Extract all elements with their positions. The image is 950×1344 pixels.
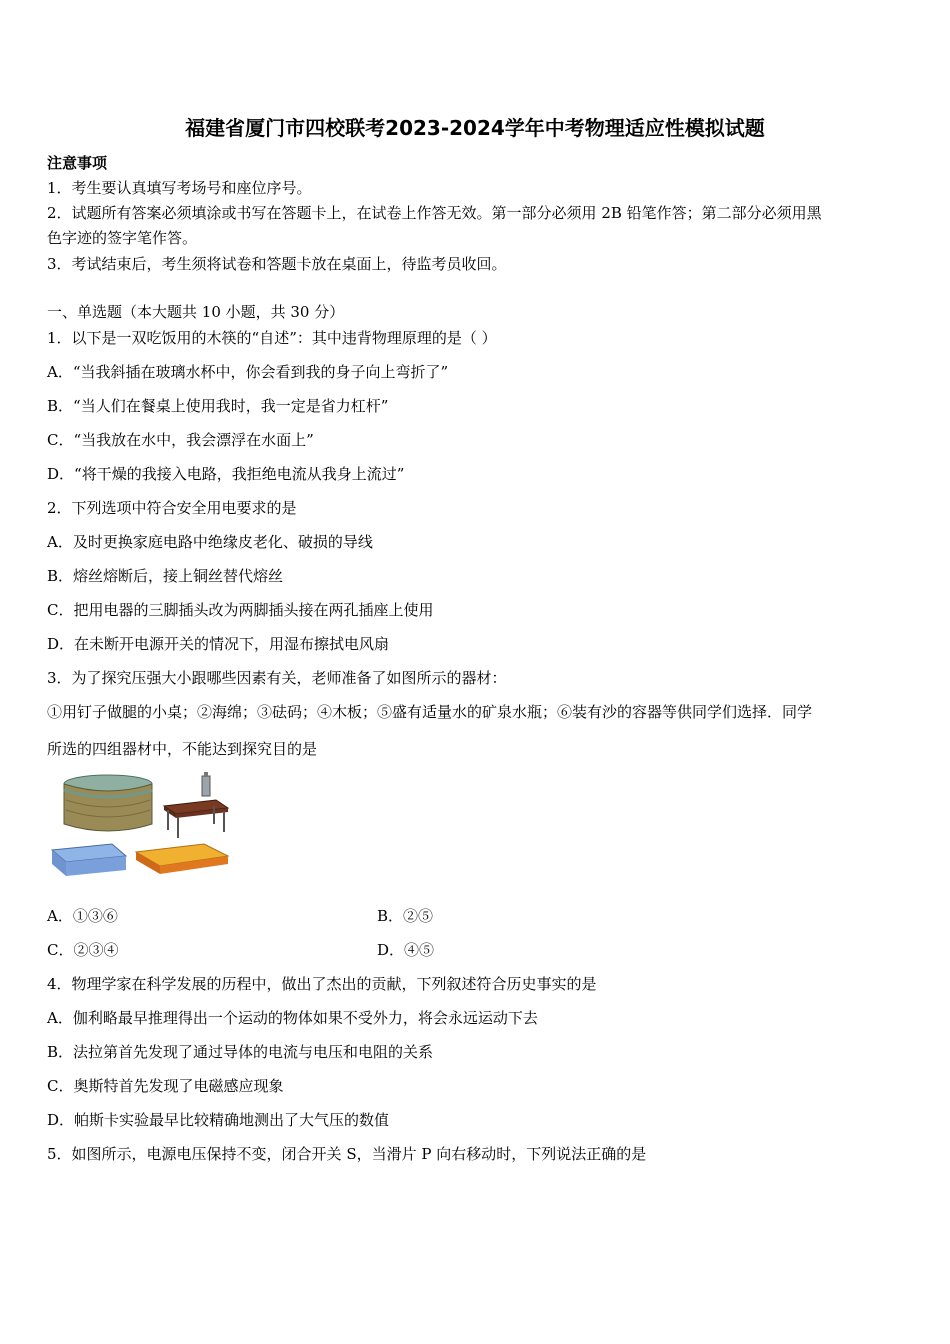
- question-2-option-d: D．在未断开电源开关的情况下，用湿布擦拭电风扇: [47, 635, 390, 653]
- notice-item-1: 1．考生要认真填写考场号和座位序号。: [47, 179, 312, 197]
- question-3-option-b: B．②⑤: [377, 907, 434, 925]
- question-1-option-b: B．“当人们在餐桌上使用我时，我一定是省力杠杆”: [47, 397, 389, 415]
- question-1-option-d: D．“将干燥的我接入电路，我拒绝电流从我身上流过”: [47, 465, 405, 483]
- notice-item-3: 3．考试结束后，考生须将试卷和答题卡放在桌面上，待监考员收回。: [47, 255, 507, 273]
- question-3-stem: 3．为了探究压强大小跟哪些因素有关，老师准备了如图所示的器材：: [47, 669, 507, 687]
- section-heading: 一、单选题（本大题共 10 小题，共 30 分）: [47, 303, 345, 321]
- question-3-option-d: D．④⑤: [377, 941, 435, 959]
- notice-item-2: 2．试题所有答案必须填涂或书写在答题卡上，在试卷上作答无效。第一部分必须用 2B 铅笔作答；第二部分必须用黑: [47, 204, 822, 222]
- question-2-option-c: C．把用电器的三脚插头改为两脚插头接在两孔插座上使用: [47, 601, 434, 619]
- sponge-image: [52, 844, 126, 876]
- question-2-option-b: B．熔丝熔断后，接上铜丝替代熔丝: [47, 567, 284, 585]
- question-4-option-c: C．奥斯特首先发现了电磁感应现象: [47, 1077, 284, 1095]
- question-4-option-b: B．法拉第首先发现了通过导体的电流与电压和电阻的关系: [47, 1043, 434, 1061]
- question-2-stem: 2．下列选项中符合安全用电要求的是: [47, 499, 297, 517]
- question-3-option-a: A．①③⑥: [47, 907, 118, 925]
- question-4-stem: 4．物理学家在科学发展的历程中，做出了杰出的贡献，下列叙述符合历史事实的是: [47, 975, 597, 993]
- question-2-option-a: A．及时更换家庭电路中绝缘皮老化、破损的导线: [47, 533, 373, 551]
- wooden-board-image: [136, 844, 228, 874]
- question-5-stem: 5．如图所示，电源电压保持不变，闭合开关 S，当滑片 P 向右移动时，下列说法正确的是: [47, 1145, 647, 1163]
- question-3-materials: ①用钉子做腿的小桌；②海绵；③砝码；④木板；⑤盛有适量水的矿泉水瓶；⑥装有沙的容器等供同学们选择．同学: [47, 703, 813, 721]
- pressure-apparatus-figure: [44, 770, 240, 882]
- question-3-option-c: C．②③④: [47, 941, 119, 959]
- question-1-stem: 1．以下是一双吃饭用的木筷的“自述”：其中违背物理原理的是（ ）: [47, 329, 497, 347]
- question-1-option-a: A．“当我斜插在玻璃水杯中，你会看到我的身子向上弯折了”: [47, 363, 449, 381]
- question-1-option-c: C．“当我放在水中，我会漂浮在水面上”: [47, 431, 314, 449]
- page-title: 福建省厦门市四校联考2023-2024学年中考物理适应性模拟试题: [185, 116, 765, 140]
- question-4-option-d: D．帕斯卡实验最早比较精确地测出了大气压的数值: [47, 1111, 390, 1129]
- question-4-option-a: A．伽利略最早推理得出一个运动的物体如果不受外力，将会永远运动下去: [47, 1009, 538, 1027]
- notice-item-2-cont: 色字迹的签字笔作答。: [47, 229, 198, 247]
- weight-image: [202, 772, 210, 796]
- sand-container-image: [64, 775, 152, 831]
- question-3-prompt: 所选的四组器材中，不能达到探究目的是: [47, 740, 318, 758]
- notice-heading: 注意事项: [47, 154, 108, 172]
- small-table-image: [164, 800, 228, 838]
